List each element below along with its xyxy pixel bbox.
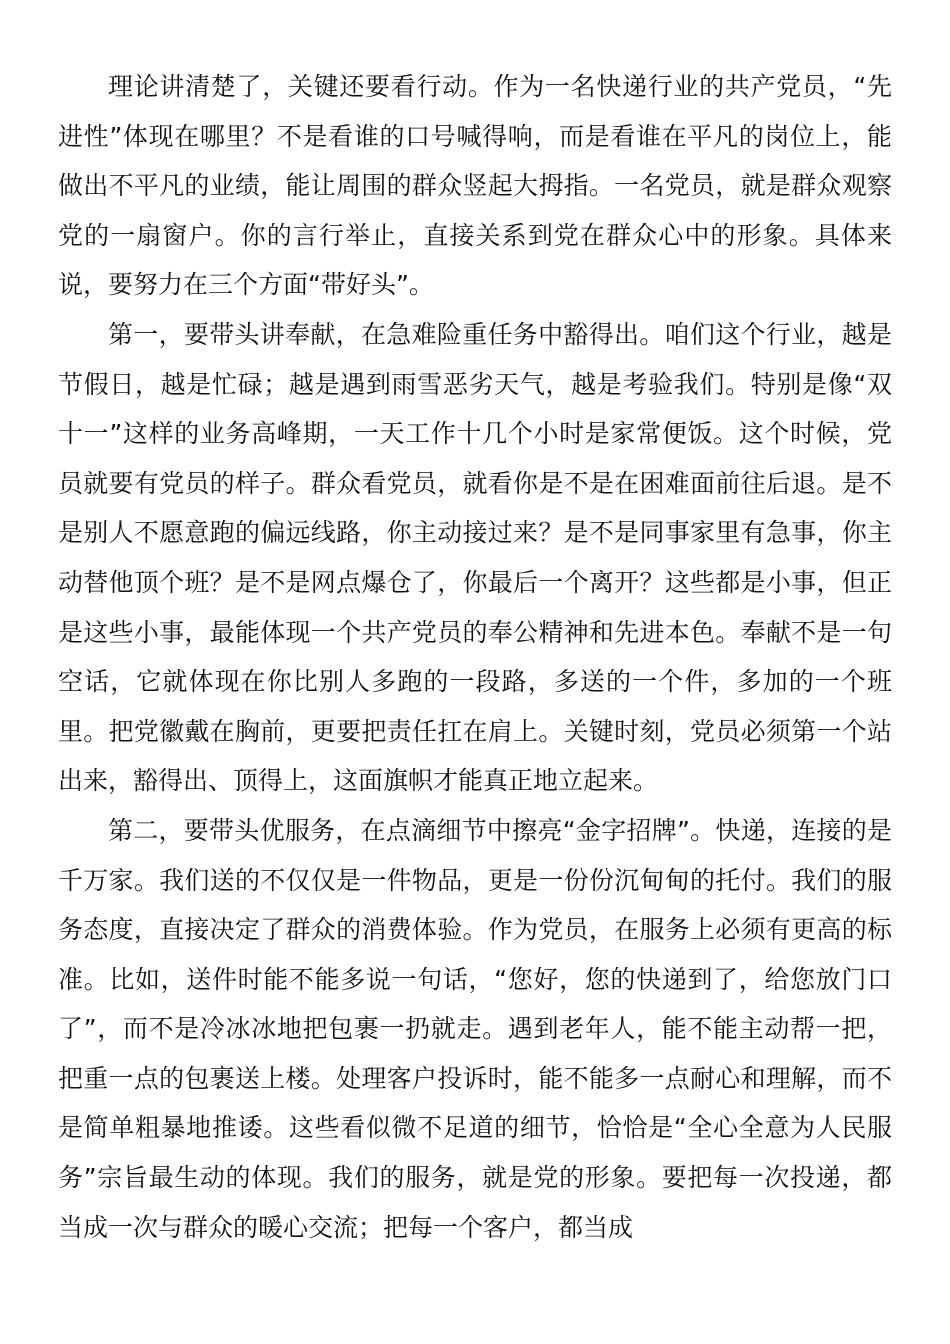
document-body [58, 62, 892, 1252]
paragraph-intro: 理论讲清楚了，关键还要看行动。作为一名快递行业的共产党员，“先进性”体现在哪里？不是看谁的口号喊得响，而是看谁在平凡的岗位上，能做出不平凡的业绩，能让周围的群众竖起大拇指。一名党员，就是群众观察党的一扇窗户。你的言行举止，直接关系到党在群众心中的形象。具体来说，要努力在三个方面“带好头”。 [58, 72, 892, 300]
paragraph-first-point: 第一，要带头讲奉献，在急难险重任务中豁得出。咱们这个行业，越是节假日，越是忙碌；越是遇到雨雪恶劣天气，越是考验我们。特别是像“双十一”这样的业务高峰期，一天工作十几个小时是家常便饭。这个时候，党员就要有党员的样子。群众看党员，就看你是不是在困难面前往后退。是不是别人不愿意跑的偏远线路，你主动接过来？是不是同事家里有急事，你主动替他顶个班？是不是网点爆仓了，你最后一个离开？这些都是小事，但正是这些小事，最能体现一个共产党员的奉公精神和先进本色。奉献不是一句空话，它就体现在你比别人多跑的一段路，多送的一个件，多加的一个班里。把党徽戴在胸前，更要把责任扛在肩上。关键时刻，党员必须第一个站出来，豁得出、顶得上，这面旗帜才能真正地立起来。 [58, 319, 892, 796]
paragraph-second-point: 第二，要带头优服务，在点滴细节中擦亮“金字招牌”。快递，连接的是千万家。我们送的不仅仅是一件物品，更是一份份沉甸甸的托付。我们的服务态度，直接决定了群众的消费体验。作为党员，在服务上必须有更高的标准。比如，送件时能不能多说一句话，“您好，您的快递到了，给您放门口了”，而不是冷冰冰地把包裹一扔就走。遇到老年人，能不能主动帮一把，把重一点的包裹送上楼。处理客户投诉时，能不能多一点耐心和理解，而不是简单粗暴地推诿。这些看似微不足道的细节，恰恰是“全心全意为人民服务”宗旨最生动的体现。我们的服务，就是党的形象。要把每一次投递，都当成一次与群众的暖心交流；把每一个客户，都当成 [58, 815, 892, 1242]
